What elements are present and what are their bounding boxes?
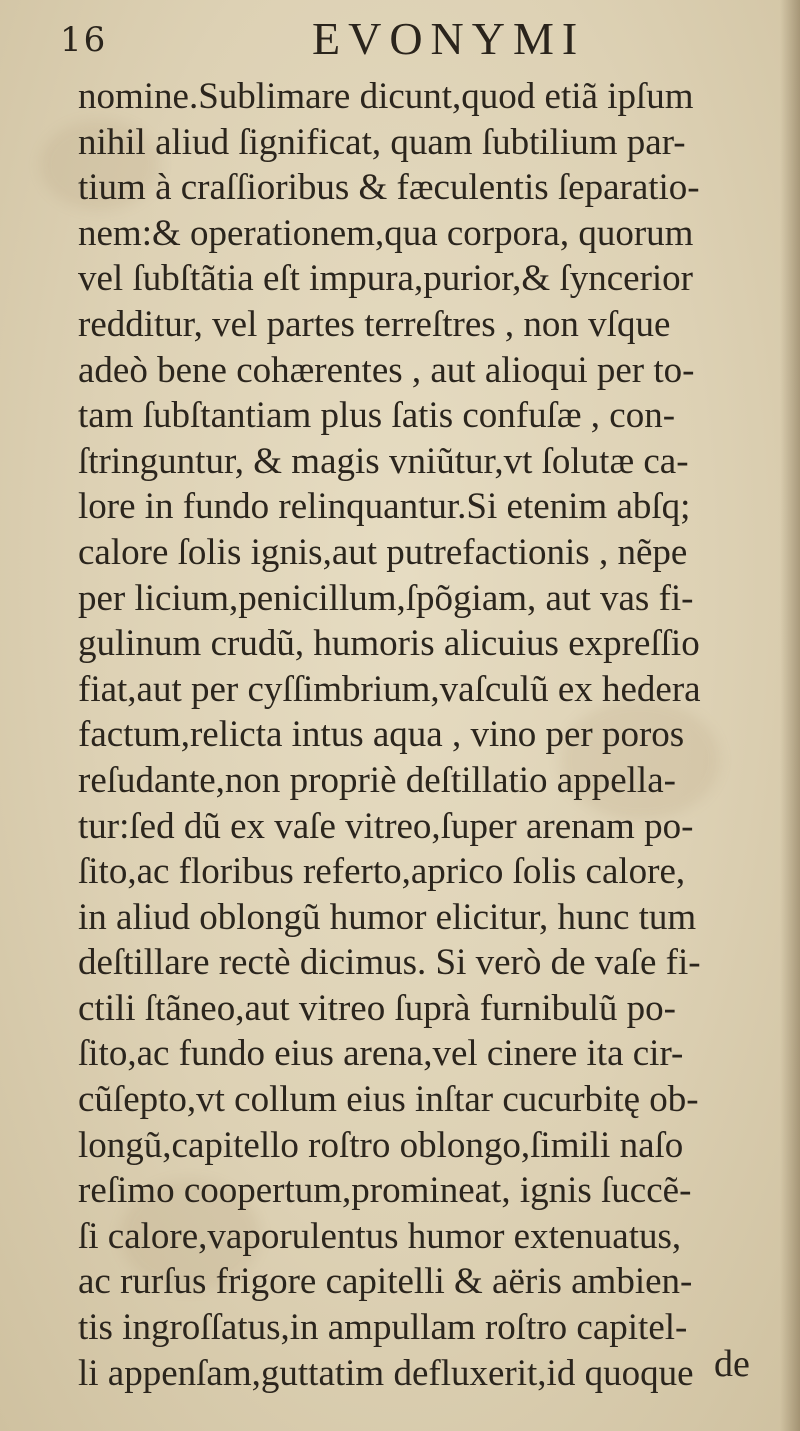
text-line: tam ſubſtantiam plus ſatis confuſæ , con- — [78, 395, 676, 437]
text-line: ſtringuntur, & magis vniũtur,vt ſolutæ ca- — [78, 440, 689, 482]
text-line: lore in fundo relinquantur.Si etenim abſq; — [78, 486, 691, 528]
text-line: factum,relicta intus aqua , vino per poros — [78, 714, 685, 756]
text-line: adeò bene cohærentes , aut alioqui per to- — [78, 349, 695, 391]
catchword: de — [714, 1343, 750, 1385]
text-line: li appenſam,guttatim defluxerit,id quoque — [78, 1352, 694, 1394]
text-line: nomine.Sublimare dicunt,quod etiã ipſum — [78, 76, 694, 117]
text-line: nihil aliud ſignificat, quam ſubtilium par- — [78, 121, 686, 163]
page-number: 16 — [60, 20, 108, 60]
text-line: longũ,capitello roſtro oblongo,ſimili naſo — [78, 1124, 684, 1166]
text-line: cũſepto,vt collum eius inſtar cucurbitę ob- — [78, 1079, 699, 1121]
text-line: gulinum crudũ, humoris alicuius expreſſio — [78, 623, 700, 665]
text-line: fiat,aut per cyſſimbrium,vaſculũ ex hedera — [78, 668, 701, 710]
page-header — [60, 12, 740, 72]
text-line: redditur, vel partes terreſtres , non vſque — [78, 303, 671, 345]
text-line: tium à craſſioribus & fæculentis ſeparatio- — [78, 167, 700, 209]
text-line: deſtillare rectè dicimus. Si verò de vaſe fi- — [78, 942, 701, 984]
text-line: calore ſolis ignis,aut putrefactionis , nẽpe — [78, 531, 688, 573]
text-line: tis ingroſſatus,in ampullam roſtro capitel- — [78, 1307, 688, 1349]
text-line: in aliud oblongũ humor elicitur, hunc tum — [78, 896, 697, 938]
text-line: reſimo coopertum,promineat, ignis ſuccẽ- — [78, 1170, 692, 1212]
text-line: ctili ſtãneo,aut vitreo ſuprà furnibulũ po- — [78, 987, 676, 1029]
text-line: reſudante,non propriè deſtillatio appella- — [78, 759, 676, 801]
text-line: vel ſubſtãtia eſt impura,purior,& ſyncerior — [78, 258, 693, 300]
text-line: ſito,ac fundo eius arena,vel cinere ita cir- — [78, 1033, 684, 1075]
running-title: EVONYMI — [312, 13, 586, 64]
text-line: ac rurſus frigore capitelli & aëris ambien- — [78, 1261, 693, 1303]
text-line: ſi calore,vaporulentus humor extenuatus, — [78, 1215, 682, 1257]
text-line: tur:ſed dũ ex vaſe vitreo,ſuper arenam po- — [78, 805, 694, 847]
body-text — [78, 74, 788, 1396]
text-line: ſito,ac floribus referto,aprico ſolis calore, — [78, 851, 686, 893]
text-line: per licium,penicillum,ſpõgiam, aut vas fi- — [78, 577, 694, 619]
text-line: nem:& operationem,qua corpora, quorum — [78, 212, 694, 254]
